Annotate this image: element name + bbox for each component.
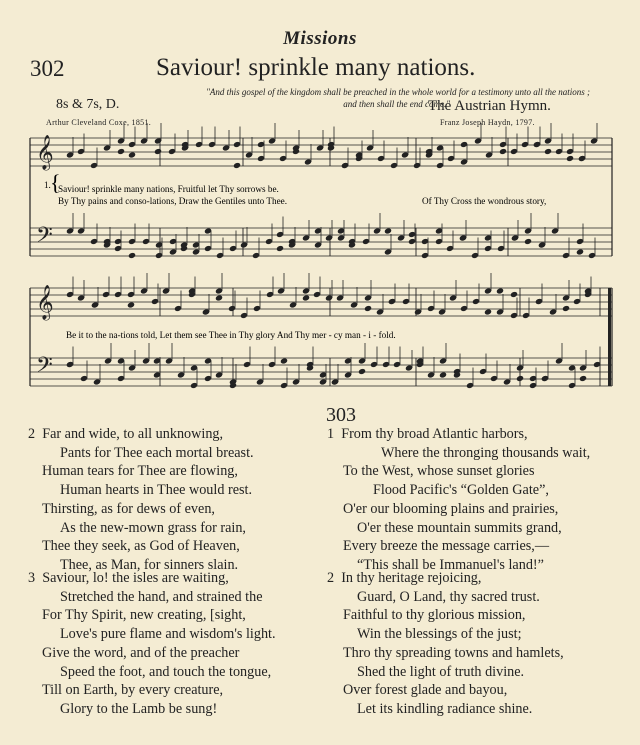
- scripture-line-1: "And this gospel of the kingdom shall be preached in the whole world for a testimony unto all the nations ;: [206, 87, 590, 97]
- stanza-line: Over forest glade and bayou,: [343, 682, 508, 699]
- note-head: [524, 238, 532, 245]
- stanza-line: As the new-mown grass for rain,: [60, 519, 246, 536]
- note-head: [276, 245, 284, 252]
- composer-credit: Franz Joseph Haydn, 1797.: [440, 118, 535, 127]
- stanza-line: Glory to the Lamb be sung!: [60, 700, 218, 717]
- stanza-line: Human tears for Thee are flowing,: [42, 463, 238, 480]
- stanza-line: Till on Earth, by every creature,: [42, 682, 224, 699]
- stanza-line: Pants for Thee each mortal breast.: [60, 444, 254, 461]
- note-head: [562, 305, 570, 312]
- hymn-meter: 8s & 7s, D.: [56, 97, 120, 112]
- scripture-line-2: and then shall the end come.": [343, 99, 450, 109]
- treble-clef-icon: 𝄞: [36, 286, 54, 319]
- stanza-line: From thy broad Atlantic harbors,: [341, 426, 528, 442]
- stanza-line: Thro thy spreading towns and hamlets,: [343, 644, 564, 661]
- stanza-line: Where the thronging thousands wait,: [381, 444, 591, 461]
- bass-clef-icon: 𝄢: [36, 353, 53, 382]
- staff-lines: [30, 135, 612, 386]
- note-head: [510, 291, 518, 298]
- note-head: [579, 375, 587, 382]
- tune-name: The Austrian Hymn.: [428, 98, 551, 114]
- note-head: [439, 371, 447, 378]
- brace-glyph: {: [50, 170, 61, 195]
- section-title: Missions: [283, 28, 357, 49]
- stanza-line: Win the blessings of the just;: [357, 626, 522, 643]
- stanza-line: Flood Pacific's “Golden Gate”,: [373, 482, 549, 499]
- stanza-line: Let its kindling radiance shine.: [357, 700, 533, 717]
- stanza-number: 3: [28, 570, 36, 586]
- note-head: [358, 368, 366, 375]
- stanza-line: Guard, O Land, thy sacred trust.: [357, 588, 540, 605]
- note-head: [364, 305, 372, 312]
- stanza-line: To the West, whose sunset glories: [343, 463, 535, 480]
- stanza-line: Faithful to thy glorious mission,: [343, 607, 526, 624]
- note-head: [576, 248, 584, 255]
- stanza-line: O'er our blooming plains and prairies,: [343, 500, 559, 517]
- stanza-line: Thirsting, as for dews of even,: [42, 500, 215, 517]
- stanza-line: For Thy Spirit, new creating, [sight,: [42, 607, 246, 624]
- stanza-2: [28, 425, 254, 575]
- stanza-number: 2: [327, 570, 335, 586]
- note-head: [516, 375, 524, 382]
- stanza-line: Shed the light of truth divine.: [357, 663, 525, 680]
- note-head: [566, 155, 574, 162]
- stanza-line: Love's pure flame and wisdom's light.: [60, 626, 276, 643]
- note-head: [117, 148, 125, 155]
- note-head: [128, 252, 136, 259]
- note-head: [128, 151, 136, 158]
- stanza-line: Give the word, and of the preacher: [42, 644, 240, 661]
- stanza-303-2: [327, 569, 564, 719]
- final-barline: [608, 288, 611, 386]
- hymn-number-303: 303: [326, 404, 356, 426]
- stanza-line: Far and wide, to all unknowing,: [42, 426, 224, 442]
- stanza-line: Thee they seek, as God of Heaven,: [42, 538, 240, 555]
- stanza-line: Saviour, lo! the isles are waiting,: [42, 570, 229, 586]
- stanza-number: 2: [28, 426, 36, 442]
- note-head: [496, 287, 504, 294]
- note-head: [233, 162, 241, 169]
- stanza-303-1: [327, 425, 590, 575]
- lyric-row-1a: Saviour! sprinkle many nations, Fruitful let Thy sorrows be.: [58, 184, 279, 194]
- note-head: [499, 148, 507, 155]
- note-head: [302, 294, 310, 301]
- bass-clef-icon: 𝄢: [36, 223, 53, 252]
- stanza-line: Stretched the hand, and strained the: [60, 588, 263, 605]
- note-head: [384, 227, 392, 234]
- lyric-row-1b: By Thy pains and conso-lations, Draw the Gentiles unto Thee.: [58, 196, 288, 206]
- stanza-line: Human hearts in Thee would rest.: [60, 482, 253, 499]
- note-head: [154, 148, 162, 155]
- stanza-line: Every breeze the message carries,—: [343, 538, 550, 555]
- treble-clef-icon: 𝄞: [36, 136, 54, 169]
- stanza-line: Speed the foot, and touch the tongue,: [60, 663, 272, 680]
- lyric-row-1c: Of Thy Cross the wondrous story,: [422, 196, 547, 206]
- stanza-line: O'er these mountain summits grand,: [357, 519, 562, 536]
- note-head: [127, 301, 135, 308]
- note-head: [544, 148, 552, 155]
- hymn-number-302: 302: [30, 56, 65, 81]
- note-head: [280, 357, 288, 364]
- note-head: [484, 308, 492, 315]
- stanza-line: Thee, as Man, for sinners slain.: [60, 556, 239, 573]
- stanza-number: 1: [327, 426, 335, 442]
- author-credit: Arthur Cleveland Coxe, 1851.: [46, 118, 152, 127]
- hymn-title: Saviour! sprinkle many nations.: [156, 54, 476, 81]
- lyric-row-2: Be it to the na-tions told, Let them see Thee in Thy glory And Thy mer - cy man - i - fold.: [66, 330, 396, 340]
- stanza-line: “This shall be Immanuel's land!”: [357, 556, 544, 573]
- note-head: [215, 294, 223, 301]
- stanza-line: In thy heritage rejoicing,: [341, 570, 482, 586]
- stanza-3: [28, 569, 276, 719]
- verse-number: 1.: [44, 180, 51, 190]
